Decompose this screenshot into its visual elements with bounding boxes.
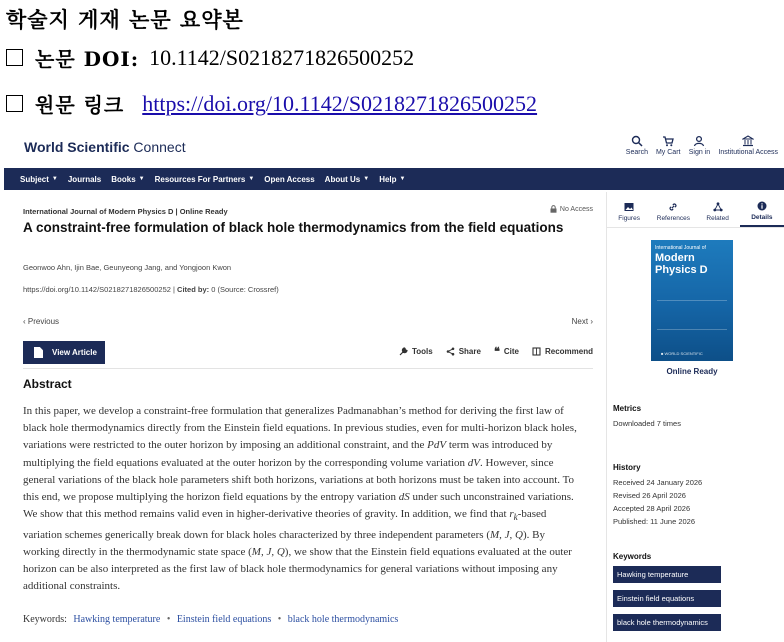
tab-details[interactable]: Details <box>740 196 784 227</box>
cited-by-label: Cited by: <box>177 285 210 294</box>
chevron-down-icon: ▼ <box>399 176 406 182</box>
journal-cover[interactable] <box>651 240 733 361</box>
doi-citation-line: https://doi.org/10.1142/S0218271826500252 | Cited by: 0 (Source: Crossref) <box>23 285 279 294</box>
separator: • <box>166 614 171 625</box>
tab-references[interactable]: References <box>651 196 695 227</box>
doi-line <box>6 43 414 72</box>
image-icon <box>624 202 634 212</box>
keywords-label: Keywords: <box>23 614 67 625</box>
lock-icon <box>550 205 557 213</box>
journal-name[interactable]: International Journal of Modern Physics D | Online Ready <box>23 207 228 216</box>
abstract-text: In this paper, we develop a constraint-free formulation that generalizes Padmanabhan’s method for deriving the first law of black hole thermodynamics directly from the Einstein field equations. In previous studies, even for multi-horizon black holes, variations were restricted to the outer horizon by imposing an additional constraint, and the PdV term was introduced by multiplying the field equations evaluated at the outer horizon by the corresponding volume variation dV. However, since general variations of the black hole parameters shift both horizons, variations at both horizons must be taken into account. To this end, we propose multiplying the horizon field equations by the entropy variation dS under such unconstrained variations. We show that this method remains valid even in higher-derivative theories of gravity. In addition, we find that $r_k$-based variation schemes generically break down for black holes characterized by three independent parameters (M, J, Q). By working directly in the thermodynamic state space (M, J, Q), we show that the Einstein field equations evaluated at the outer horizon can be also interpreted as the first law of black hole thermodynamics for general variations without imposing any additional constraints. <box>23 405 577 593</box>
site-header <box>0 130 784 168</box>
downloads-count: Downloaded 7 times <box>613 419 681 428</box>
share-button[interactable]: Share <box>446 347 481 356</box>
search-button[interactable]: Search <box>626 135 648 156</box>
history-section <box>613 463 702 529</box>
quote-icon: ❝ <box>493 345 500 358</box>
tab-figures[interactable]: Figures <box>607 196 651 227</box>
article-toolbar <box>399 347 593 356</box>
recommend-button[interactable]: Recommend <box>532 347 593 356</box>
original-link[interactable]: https://doi.org/10.1142/S0218271826500252 <box>142 90 538 116</box>
institutional-access-button[interactable]: Institutional Access <box>718 135 778 156</box>
nav-help[interactable]: Help ▼ <box>379 174 406 184</box>
nav-open-access[interactable]: Open Access <box>264 174 315 184</box>
side-tabs <box>607 196 784 228</box>
next-link[interactable]: Next › <box>571 317 593 326</box>
book-icon <box>532 347 541 356</box>
keywords-heading: Keywords <box>613 552 652 561</box>
link-line <box>6 89 537 118</box>
author-list[interactable]: Geonwoo Ahn, Ijin Bae, Geunyeong Jang, and Yongjoon Kwon <box>23 263 232 272</box>
doi-value: 10.1142/S0218271826500252 <box>149 44 415 70</box>
publisher-logo-icon: ■ WORLD SCIENTIFIC <box>661 351 703 356</box>
nav-resources-for-partners[interactable]: Resources For Partners ▼ <box>154 174 255 184</box>
keywords-line <box>23 614 398 625</box>
previous-link[interactable]: ‹ Previous <box>23 317 60 326</box>
history-accepted: Accepted 28 April 2026 <box>613 504 691 513</box>
separator: • <box>277 614 282 625</box>
user-icon <box>693 135 705 147</box>
cover-line-2: Modern Physics D <box>655 252 708 276</box>
article-doi-link[interactable]: https://doi.org/10.1142/S0218271826500252 <box>23 285 171 294</box>
wrench-icon <box>399 347 408 356</box>
nav-subject[interactable]: Subject ▼ <box>20 174 58 184</box>
cart-icon <box>662 135 674 147</box>
cited-by-value: 0 (Source: Crossref) <box>211 285 279 294</box>
online-ready-label: Online Ready <box>666 367 718 376</box>
abstract-heading: Abstract <box>23 377 72 391</box>
doi-label: 논문 DOI: <box>35 47 140 71</box>
nav-journals[interactable]: Journals <box>67 174 102 184</box>
main-nav <box>4 168 784 190</box>
history-revised: Revised 26 April 2026 <box>613 491 686 500</box>
sign-in-button[interactable]: Sign in <box>688 135 710 156</box>
chevron-down-icon: ▼ <box>138 176 145 182</box>
chevron-down-icon: ▼ <box>51 176 58 182</box>
link-icon <box>668 202 678 212</box>
cart-button[interactable]: My Cart <box>656 135 681 156</box>
search-icon <box>631 135 643 147</box>
summary-title: 학술지 게재 논문 요약본 <box>6 7 244 32</box>
network-icon <box>713 202 723 212</box>
keyword-button[interactable]: black hole thermodynamics <box>613 614 721 631</box>
metrics-section <box>613 404 681 431</box>
side-divider <box>606 192 607 642</box>
history-heading: History <box>613 463 641 472</box>
tab-related[interactable]: Related <box>696 196 740 227</box>
site-logo[interactable]: World Scientific Connect <box>24 139 186 155</box>
divider <box>23 368 593 369</box>
keywords-section <box>613 552 721 638</box>
access-badge: No Access <box>550 205 593 213</box>
article-title: A constraint-free formulation of black hole thermodynamics from the field equations <box>23 220 564 235</box>
view-article-button[interactable]: View Article <box>23 341 105 364</box>
summary-header <box>0 0 784 130</box>
nav-books[interactable]: Books ▼ <box>111 174 145 184</box>
keyword-button[interactable]: Einstein field equations <box>613 590 721 607</box>
checkbox-icon <box>6 49 23 66</box>
metrics-heading: Metrics <box>613 404 642 413</box>
tools-button[interactable]: Tools <box>399 347 433 356</box>
cover-decoration <box>657 300 727 330</box>
chevron-down-icon: ▼ <box>363 176 370 182</box>
keyword-link[interactable]: Einstein field equations <box>176 614 272 625</box>
cite-button[interactable]: ❝ Cite <box>493 345 519 358</box>
header-actions <box>626 135 778 156</box>
cover-line-1: International Journal of <box>655 245 706 251</box>
link-label: 원문 링크 <box>35 93 125 117</box>
history-published: Published: 11 June 2026 <box>613 517 696 526</box>
checkbox-icon <box>6 95 23 112</box>
chevron-down-icon: ▼ <box>248 176 255 182</box>
keyword-link[interactable]: black hole thermodynamics <box>287 614 399 625</box>
keyword-link[interactable]: Hawking temperature <box>73 614 161 625</box>
info-icon <box>757 201 767 211</box>
share-icon <box>446 347 455 356</box>
history-received: Received 24 January 2026 <box>613 478 703 487</box>
nav-about-us[interactable]: About Us ▼ <box>324 174 370 184</box>
document-icon <box>34 347 43 358</box>
institution-icon <box>742 135 754 147</box>
keyword-button[interactable]: Hawking temperature <box>613 566 721 583</box>
